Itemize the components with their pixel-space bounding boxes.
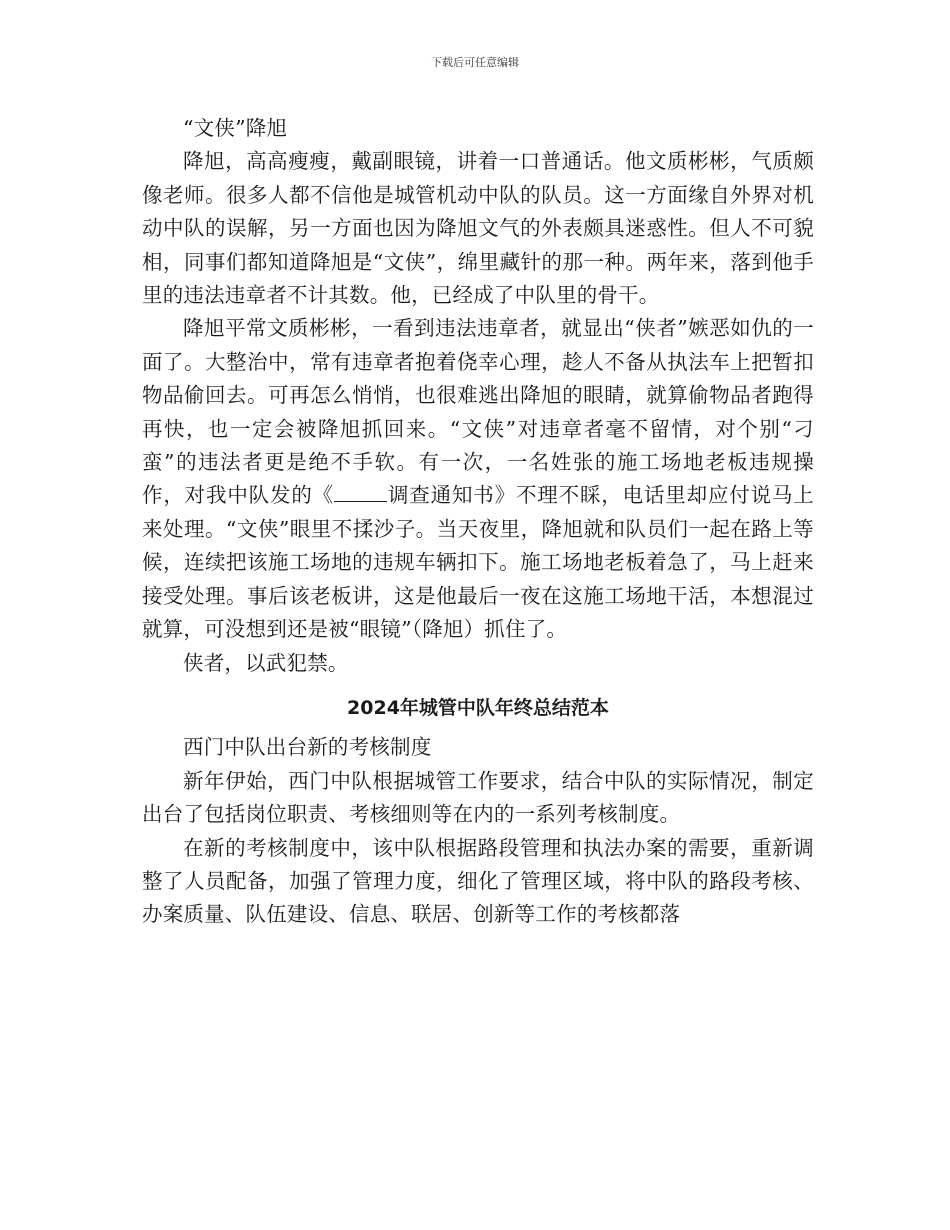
paragraph-text: 调查通知书》不理不睬，电话里却应付说马上来处理。“文侠”眼里不揉沙子。当天夜里，降旭就和队员们一起在路上等候，连续把该施工场地的违规车辆扣下。施工场地老板着急了，马上赶来接受处理。事后该老板讲，这是他最后一夜在这施工场地干活，本想混过就算，可没想到还是被“眼镜”（降旭）抓住了。 [142, 483, 814, 642]
closing-line: 侠者，以武犯禁。 [183, 650, 349, 675]
paragraph: 在新的考核制度中，该中队根据路段管理和执法办案的需要，重新调整了人员配备，加强了管理力度，细化了管理区域，将中队的路段考核、办案质量、队伍建设、信息、联居、创新等工作的考核都落 [142, 835, 814, 927]
paragraph: 新年伊始，西门中队根据城管工作要求，结合中队的实际情况，制定出台了包括岗位职责、考核细则等在内的一系列考核制度。 [142, 768, 814, 827]
section-heading-ximen: 西门中队出台新的考核制度 [183, 735, 432, 760]
document-title: 2024年城管中队年终总结范本 [347, 696, 609, 719]
blank-underline [334, 480, 387, 503]
download-note: 下载后可任意编辑 [431, 56, 519, 69]
section-heading-wenxia: “文侠”降旭 [183, 116, 288, 140]
paragraph-text: 降旭平常文质彬彬，一看到违法违章者，就显出“侠者”嫉恶如仇的一面了。大整治中，常有违章者抱着侥幸心理，趁人不备从执法车上把暂扣物品偷回去。可再怎么悄悄，也很难逃出降旭的眼睛，就算偷物品者跑得再快，也一定会被降旭抓回来。“文侠”对违章者毫不留情，对个别“刁蛮”的违法者更是绝不手软。有一次，一名姓张的施工场地老板违规操作，对我中队发的《 [142, 316, 814, 508]
document-body [142, 112, 814, 932]
paragraph [142, 312, 814, 646]
paragraph: 降旭，高高瘦瘦，戴副眼镜，讲着一口普通话。他文质彬彬，气质颇像老师。很多人都不信他是城管机动中队的队员。这一方面缘自外界对机动中队的误解，另一方面也因为降旭文气的外表颇具迷惑性。但人不可貌相，同事们都知道降旭是“文侠”，绵里藏针的那一种。两年来，落到他手里的违法违章者不计其数。他，已经成了中队里的骨干。 [142, 149, 814, 308]
